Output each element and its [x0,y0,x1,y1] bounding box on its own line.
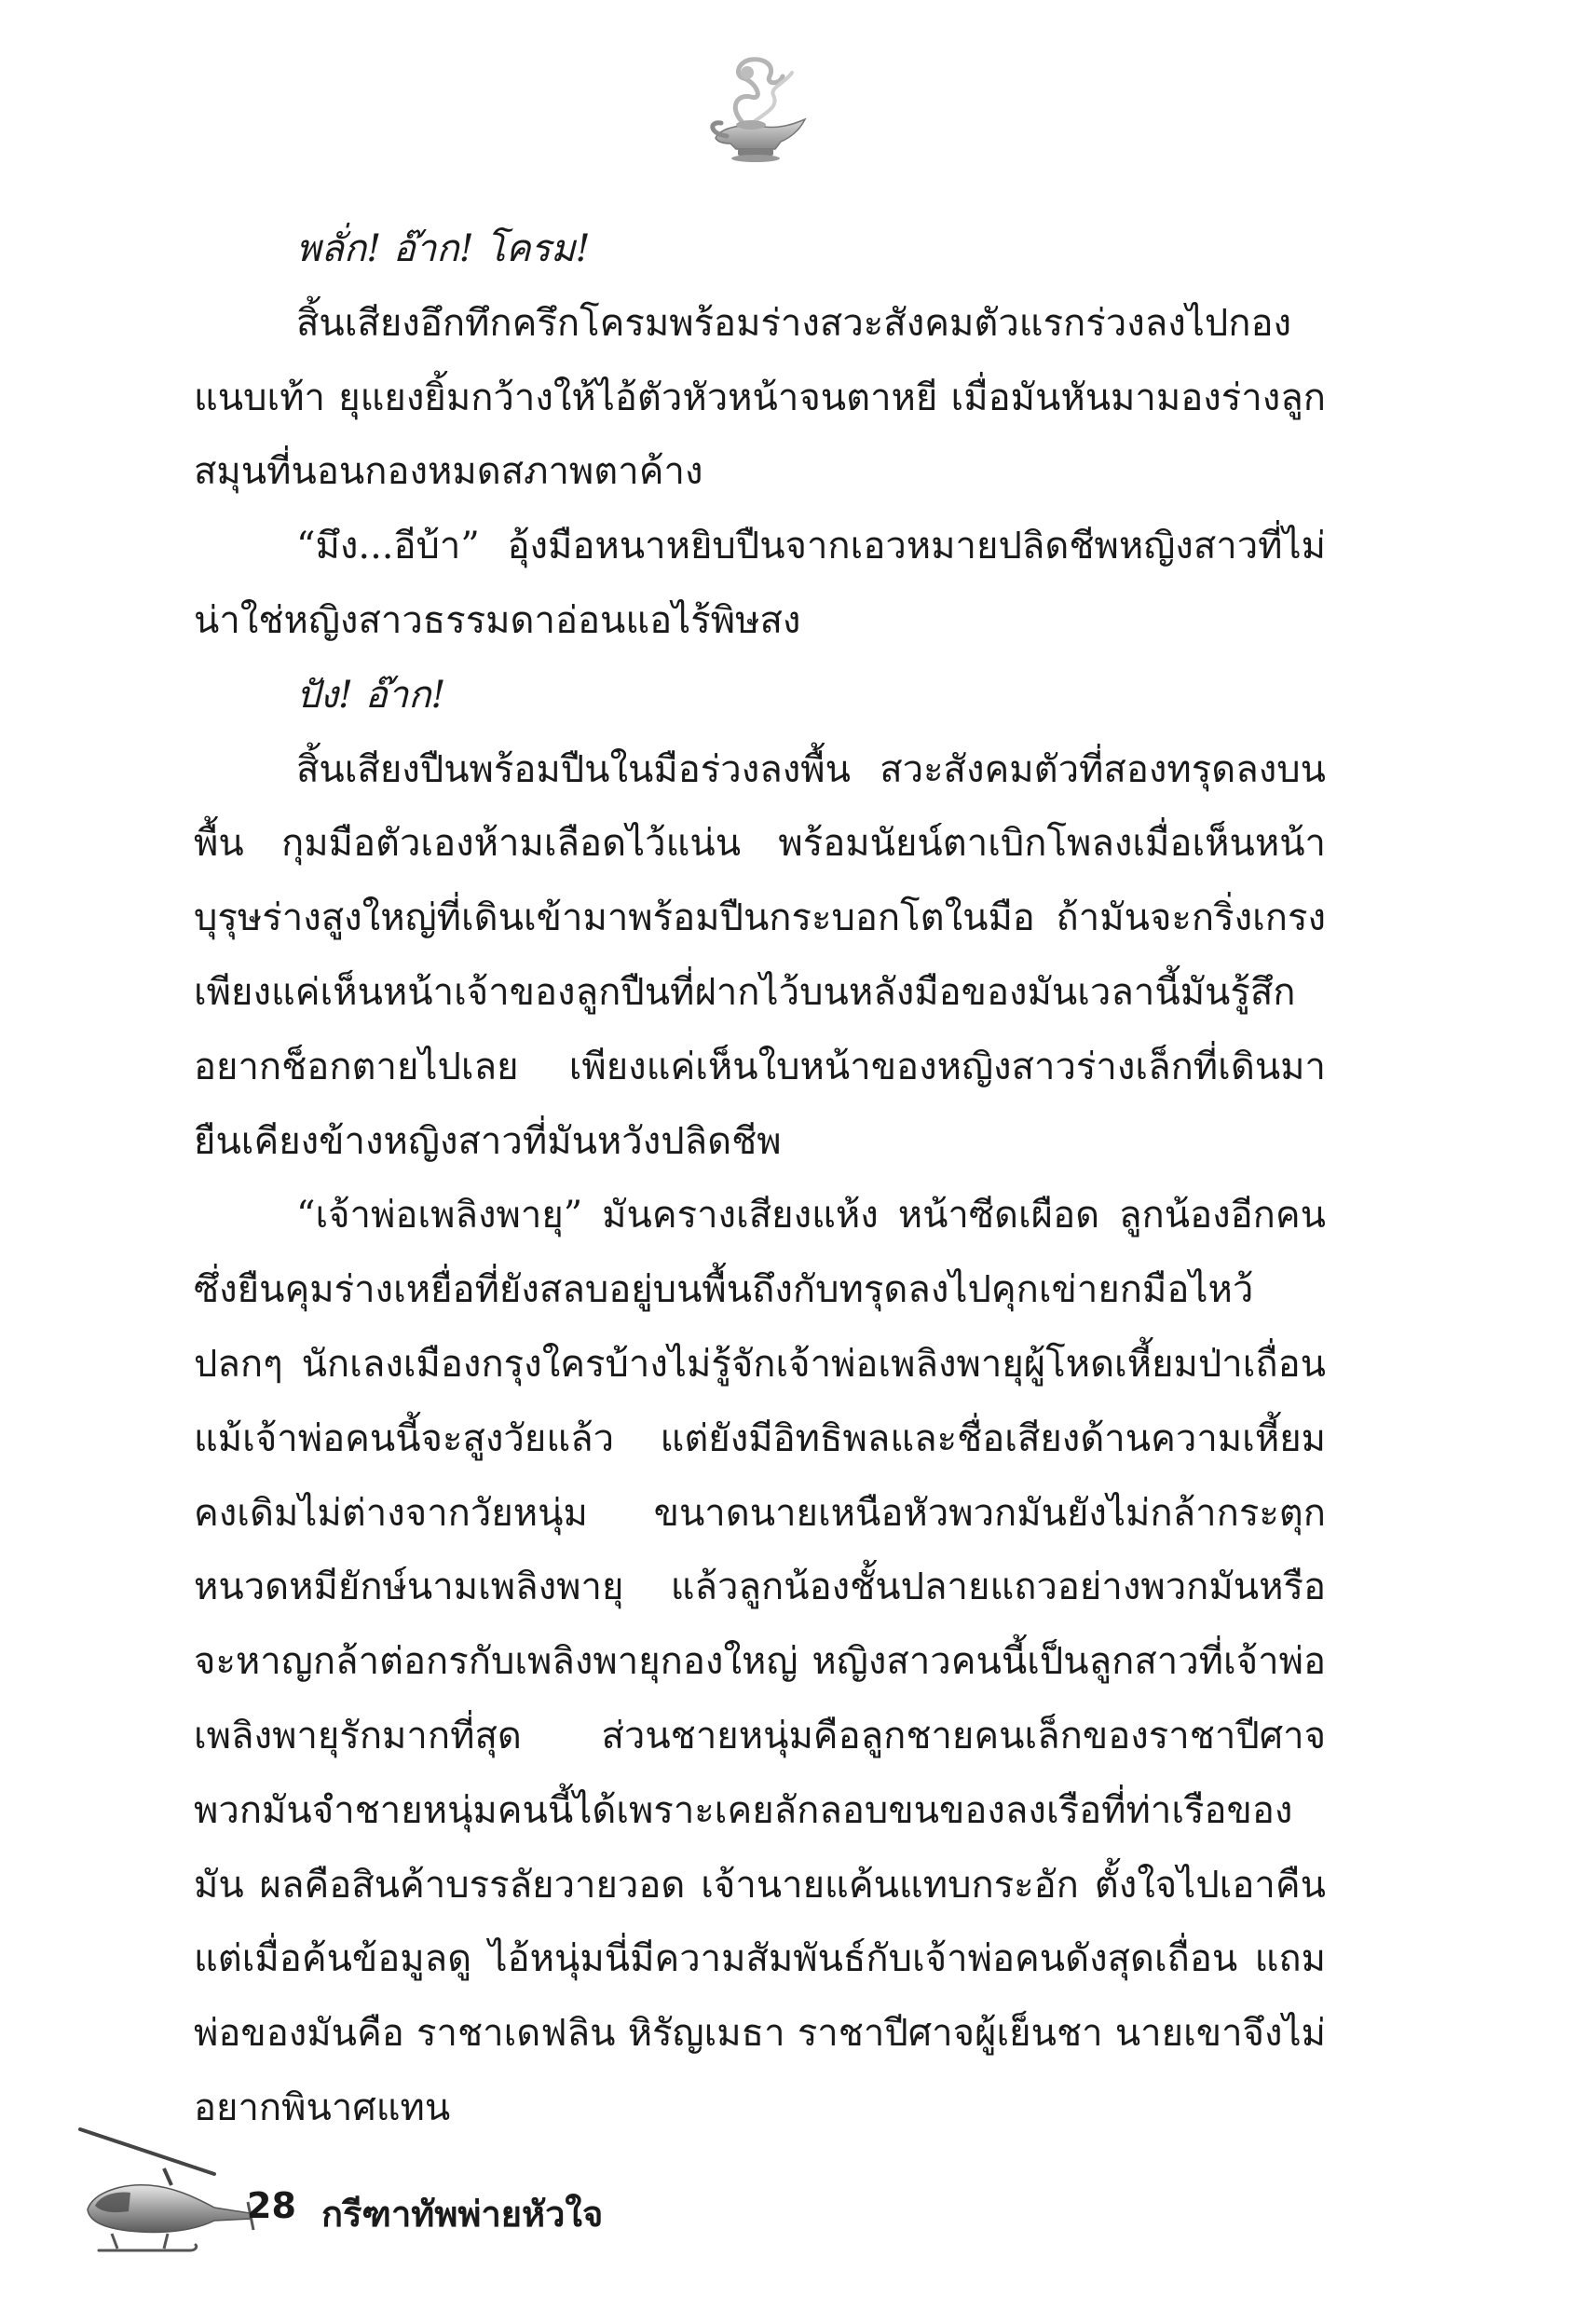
sound-effect-line: พลั่ก! อ๊าก! โครม! [296,227,591,270]
paragraph: “มึง...อีบ้า” อุ้งมือหนาหยิบปืนจากเอวหมายปลิดชีพหญิงสาวที่ไม่น่าใช่หญิงสาวธรรมดาอ่อนแอไร้พิษสง [194,525,1326,642]
paragraph: “เจ้าพ่อเพลิงพายุ” มันครางเสียงแห้ง หน้าซีดเผือด ลูกน้องอีกคนซึ่งยืนคุมร่างเหยื่อที่ยังสลบอยู่บนพื้นถึงกับทรุดลงไปคุกเข่ายกมือไหว้ปลกๆ นักเลงเมืองกรุงใครบ้างไม่รู้จักเจ้าพ่อเพลิงพายุผู้โหดเหี้ยมป่าเถื่อน แม้เจ้าพ่อคนนี้จะสูงวัยแล้ว แต่ยังมีอิทธิพลและชื่อเสียงด้านความเหี้ยมคงเดิมไม่ต่างจากวัยหนุ่ม ขนาดนายเหนือหัวพวกมันยังไม่กล้ากระตุกหนวดหมียักษ์นามเพลิงพายุ แล้วลูกน้องชั้นปลายแถวอย่างพวกมันหรือจะหาญกล้าต่อกรกับเพลิงพายุกองใหญ่ หญิงสาวคนนี้เป็นลูกสาวที่เจ้าพ่อเพลิงพายุรักมากที่สุด ส่วนชายหนุ่มคือลูกชายคนเล็กของราชาปีศาจ พวกมันจำชายหนุ่มคนนี้ได้เพราะเคยลักลอบขนของลงเรือที่ท่าเรือของมัน ผลคือสินค้าบรรลัยวายวอด เจ้านายแค้นแทบกระอัก ตั้งใจไปเอาคืน แต่เมื่อค้นข้อมูลดู ไอ้หนุ่มนี่มีความสัมพันธ์กับเจ้าพ่อคนดังสุดเถื่อน แถมพ่อของมันคือ ราชาเดฟลิน หิรัญเมธา ราชาปีศาจผู้เย็นชา นายเขาจึงไม่อยากพินาศแทน [194,1194,1326,2129]
paragraph: สิ้นเสียงปืนพร้อมปืนในมือร่วงลงพื้น สวะสังคมตัวที่สองทรุดลงบนพื้น กุมมือตัวเองห้ามเลือดไว้แน่น พร้อมนัยน์ตาเบิกโพลงเมื่อเห็นหน้าบุรุษร่างสูงใหญ่ที่เดินเข้ามาพร้อมปืนกระบอกโตในมือ ถ้ามันจะกริ่งเกรงเพียงแค่เห็นหน้าเจ้าของลูกปืนที่ฝากไว้บนหลังมือของมันเวลานี้มันรู้สึกอยากช็อกตายไปเลย เพียงแค่เห็นใบหน้าของหญิงสาวร่างเล็กที่เดินมายืนเคียงข้างหญิงสาวที่มันหวังปลิดชีพ [194,747,1326,1163]
sound-effect-line: ปัง! อ๊าก! [296,673,446,717]
paragraph: สิ้นเสียงอึกทึกครึกโครมพร้อมร่างสวะสังคมตัวแรกร่วงลงไปกองแนบเท้า ยุแยงยิ้มกว้างให้ไอ้ตัวหัวหน้าจนตาหยี เมื่อมันหันมามองร่างลูกสมุนที่นอนกองหมดสภาพตาค้าง [194,301,1326,494]
helicopter-icon [75,2120,261,2269]
page-footer [56,2120,708,2269]
page-number: 28 [247,2185,296,2226]
genie-lamp-emblem-icon [689,45,820,175]
body-text [194,212,1326,2146]
book-title: กรีฑาทัพพ่ายหัวใจ [321,2194,604,2235]
